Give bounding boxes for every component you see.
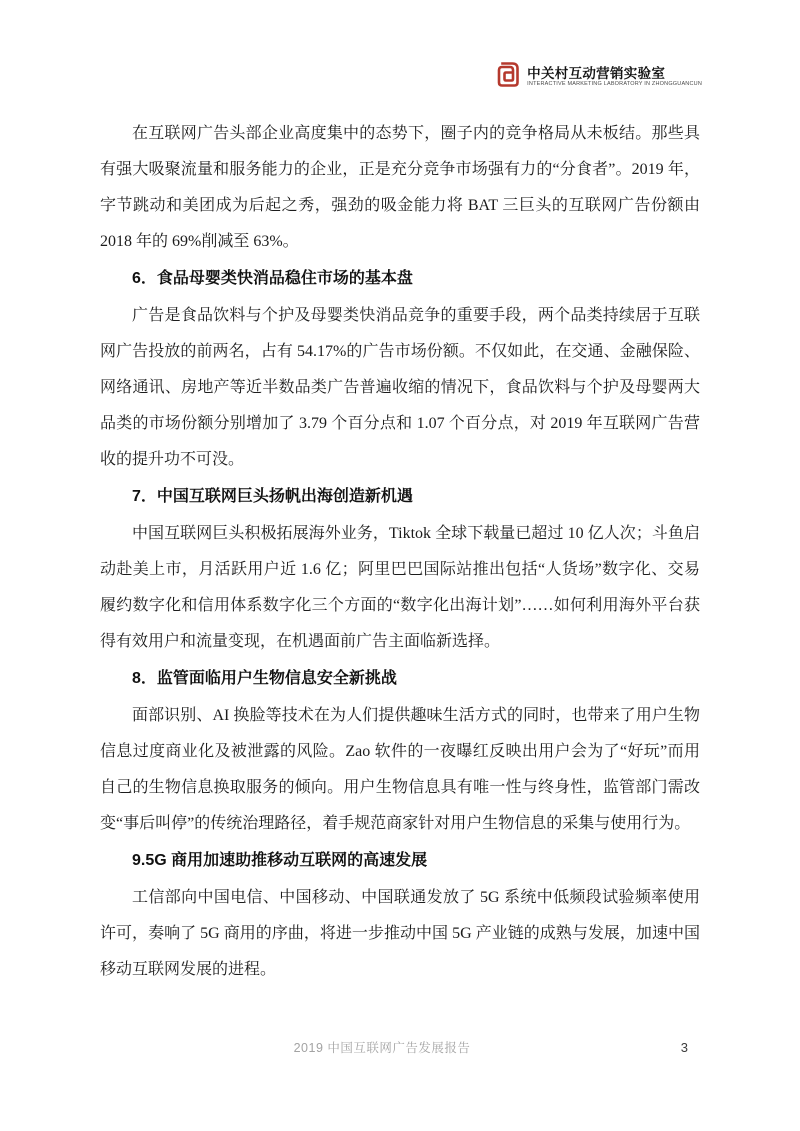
org-logo — [494, 62, 702, 92]
section-heading-9: 9.5G 商用加速助推移动互联网的高速发展 — [132, 852, 428, 869]
section-heading-6: 6．食品母婴类快消品稳住市场的基本盘 — [132, 270, 413, 287]
logo-title: 中关村互动营销实验室 — [527, 66, 666, 81]
section-paragraph-7: 中国互联网巨头积极拓展海外业务，Tiktok 全球下载量已超过 10 亿人次；斗鱼启动赴美上市，月活跃用户近 1.6 亿；阿里巴巴国际站推出包括“人货场”数字化、交易履约数字化和信用体系数字化三个方面的“数字化出海计划”……如何利用海外平台获得有效用户和流量变现，在机遇面前广告主面临新选择。 — [100, 525, 700, 650]
page-footer — [100, 1038, 700, 1056]
section-paragraph-8: 面部识别、AI 换脸等技术在为人们提供趣味生活方式的同时，也带来了用户生物信息过度商业化及被泄露的风险。Zao 软件的一夜曝红反映出用户会为了“好玩”而用自己的生物信息换取服务的倾向。用户生物信息具有唯一性与终身性，监管部门需改变“事后叫停”的传统治理路径，着手规范商家针对用户生物信息的采集与使用行为。 — [100, 707, 700, 832]
logo-spiral-icon — [494, 62, 524, 92]
section-heading-7: 7．中国互联网巨头扬帆出海创造新机遇 — [132, 488, 413, 505]
logo-tagline: INTERACTIVE MARKETING LABORATORY IN ZHONGGUANCUN — [527, 81, 702, 87]
section-paragraph-6: 广告是食品饮料与个护及母婴类快消品竞争的重要手段，两个品类持续居于互联网广告投放的前两名，占有 54.17%的广告市场份额。不仅如此，在交通、金融保险、网络通讯、房地产等近半数品类广告普遍收缩的情况下，食品饮料与个护及母婴两大品类的市场份额分别增加了 3.79 个百分点和 1.07 个百分点，对 2019 年互联网广告营收的提升功不可没。 — [100, 307, 700, 468]
document-body — [100, 116, 700, 988]
intro-paragraph: 在互联网广告头部企业高度集中的态势下，圈子内的竞争格局从未板结。那些具有强大吸聚流量和服务能力的企业，正是充分竞争市场强有力的“分食者”。2019 年，字节跳动和美团成为后起之秀，强劲的吸金能力将 BAT 三巨头的互联网广告份额由 2018 年的 69%削减至 63%。 — [100, 125, 700, 250]
footer-doc-title: 2019 中国互联网广告发展报告 — [293, 1041, 471, 1055]
section-paragraph-9: 工信部向中国电信、中国移动、中国联通发放了 5G 系统中低频段试验频率使用许可，奏响了 5G 商用的序曲，将进一步推动中国 5G 产业链的成熟与发展，加速中国移动互联网发展的进程。 — [100, 889, 700, 978]
logo-text-block — [527, 66, 702, 88]
footer-page-number: 3 — [680, 1040, 688, 1055]
section-heading-8: 8．监管面临用户生物信息安全新挑战 — [132, 670, 397, 687]
